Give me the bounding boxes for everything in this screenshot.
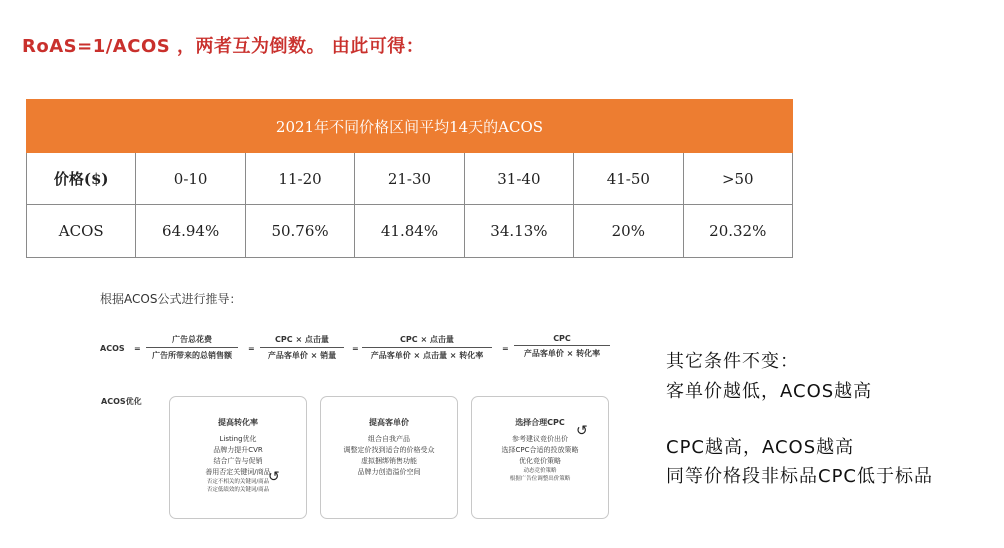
formula-lhs: ACOS bbox=[100, 344, 125, 353]
curved-arrow-icon: ↺ bbox=[268, 469, 280, 485]
table-title: 2021年不同价格区间平均14天的ACOS bbox=[27, 100, 793, 153]
box-line: 优化竞价策略 bbox=[519, 457, 561, 465]
box-title: 提高转化率 bbox=[218, 418, 258, 427]
box-line: 结合广告与促销 bbox=[213, 457, 263, 465]
page-heading: RoAS=1/ACOS ，两者互为倒数。 由此可得： bbox=[22, 36, 425, 57]
price-range-cell: 0-10 bbox=[136, 153, 245, 205]
curved-arrow-icon: ↺ bbox=[576, 423, 588, 439]
price-range-cell: 21-30 bbox=[355, 153, 464, 205]
box-title: 提高客单价 bbox=[369, 418, 409, 427]
price-row bbox=[27, 153, 793, 205]
equals-sign: = bbox=[352, 344, 359, 353]
fraction-2-denominator: 产品客单价 × 销量 bbox=[267, 351, 337, 360]
acos-formula bbox=[100, 334, 620, 366]
fraction-1-denominator: 广告所带来的总销售额 bbox=[152, 351, 232, 360]
fraction-3 bbox=[362, 334, 492, 361]
box-line: 品牌力创造溢价空间 bbox=[357, 468, 421, 476]
equals-sign: = bbox=[502, 344, 509, 353]
equals-sign: = bbox=[134, 344, 141, 353]
fraction-3-numerator: CPC × 点击量 bbox=[362, 334, 492, 348]
acos-value-cell: 41.84% bbox=[355, 205, 464, 258]
fraction-4-numerator: CPC bbox=[514, 334, 610, 346]
note-line-2: 客单价越低，ACOS越高 bbox=[666, 381, 873, 402]
price-range-cell: >50 bbox=[683, 153, 792, 205]
box-line: 参考建议竞价出价 bbox=[512, 435, 568, 443]
box-line: 品牌力提升CVR bbox=[213, 446, 263, 454]
note-line-3: CPC越高，ACOS越高 bbox=[666, 437, 855, 458]
equals-sign: = bbox=[248, 344, 255, 353]
fraction-4-denominator: 产品客单价 × 转化率 bbox=[523, 349, 601, 358]
table-title-row bbox=[27, 100, 793, 153]
derivation-label: 根据ACOS公式进行推导： bbox=[100, 292, 242, 306]
acos-row-label: ACOS bbox=[27, 205, 136, 258]
acos-row bbox=[27, 205, 793, 258]
acos-value-cell: 34.13% bbox=[464, 205, 573, 258]
fraction-2 bbox=[260, 334, 344, 361]
acos-table bbox=[26, 99, 793, 258]
box-subline: 否定不相关的关键词/商品 bbox=[206, 479, 270, 485]
optimization-label: ACOS优化 bbox=[101, 397, 142, 406]
box-line: 善用否定关键词/商品 bbox=[205, 468, 271, 476]
conversion-rate-box bbox=[169, 396, 307, 519]
unit-price-box bbox=[320, 396, 458, 519]
note-line-1: 其它条件不变： bbox=[666, 351, 799, 372]
box-line: Listing优化 bbox=[219, 435, 257, 443]
price-range-cell: 11-20 bbox=[245, 153, 354, 205]
fraction-3-denominator: 产品客单价 × 点击量 × 转化率 bbox=[370, 351, 484, 360]
fraction-1 bbox=[146, 334, 238, 361]
box-line: 虚拟捆绑销售功能 bbox=[361, 457, 417, 465]
acos-value-cell: 64.94% bbox=[136, 205, 245, 258]
box-line: 组合自我产品 bbox=[368, 435, 410, 443]
box-subline: 否定低绩效的关键词/商品 bbox=[206, 487, 270, 493]
fraction-4 bbox=[514, 334, 610, 359]
box-line: 选择CPC合适的投放策略 bbox=[501, 446, 579, 454]
acos-value-cell: 20% bbox=[574, 205, 683, 258]
box-subline: 根据广告位调整出价策略 bbox=[509, 476, 571, 482]
price-range-cell: 41-50 bbox=[574, 153, 683, 205]
cpc-box bbox=[471, 396, 609, 519]
box-line: 调整定价找到适合的价格受众 bbox=[343, 446, 435, 454]
price-range-cell: 31-40 bbox=[464, 153, 573, 205]
fraction-2-numerator: CPC × 点击量 bbox=[260, 334, 344, 348]
box-title: 选择合理CPC bbox=[515, 418, 565, 427]
note-line-4: 同等价格段非标品CPC低于标品 bbox=[666, 466, 933, 487]
price-row-label: 价格($) bbox=[27, 153, 136, 205]
fraction-1-numerator: 广告总花费 bbox=[146, 334, 238, 348]
acos-value-cell: 50.76% bbox=[245, 205, 354, 258]
box-subline: 动态竞价策略 bbox=[523, 468, 557, 474]
acos-value-cell: 20.32% bbox=[683, 205, 792, 258]
